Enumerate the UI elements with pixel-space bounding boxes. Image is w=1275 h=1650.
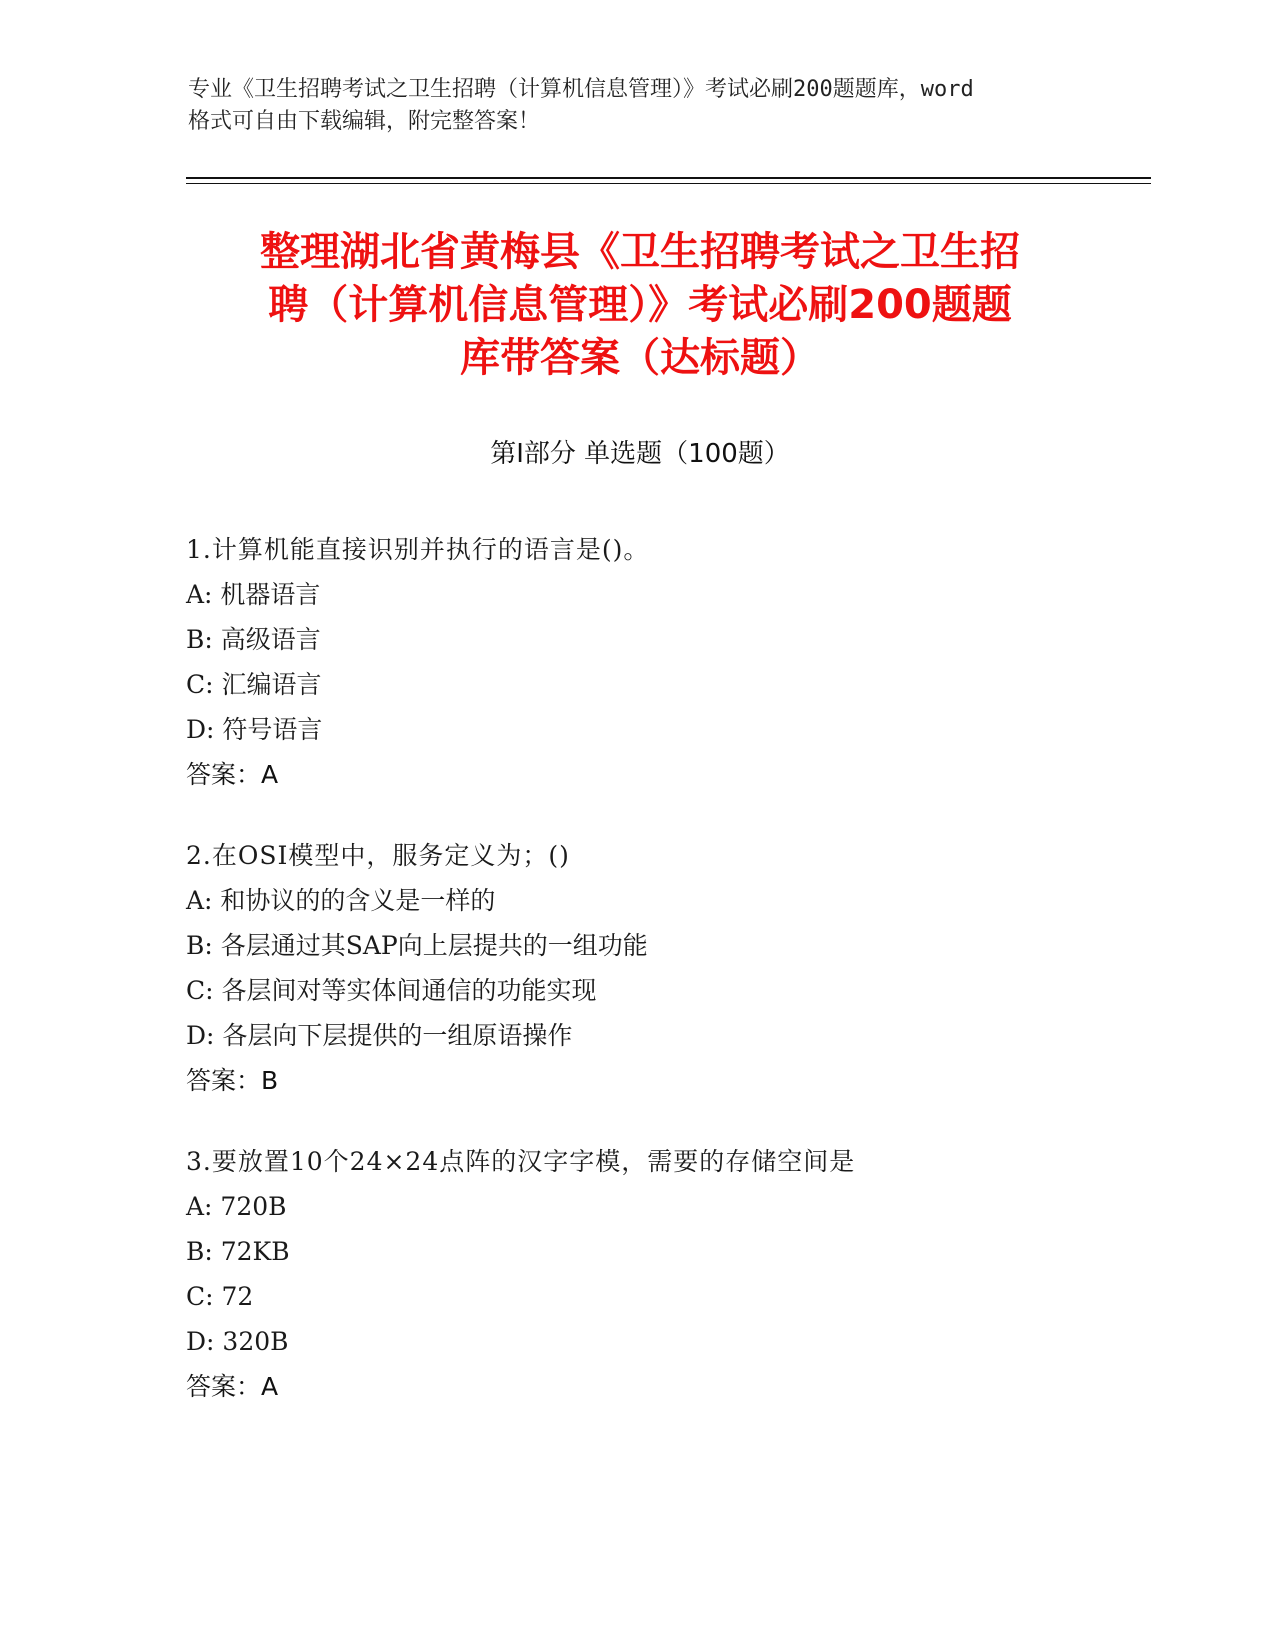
document-title: [180, 226, 1100, 385]
answer: 答案：B: [186, 1066, 279, 1095]
title-line-1: 整理湖北省黄梅县《卫生招聘考试之卫生招: [260, 229, 1020, 275]
header-rule-thick: [186, 177, 1151, 179]
option-a: A: 和协议的的含义是一样的: [186, 886, 496, 915]
option-c: C: 各层间对等实体间通信的功能实现: [186, 976, 597, 1005]
option-b: B: 高级语言: [186, 625, 321, 654]
question-list: [186, 527, 1146, 1445]
option-a: A: 机器语言: [186, 580, 321, 609]
question-stem: 2.在OSI模型中，服务定义为；(): [186, 841, 570, 870]
question-stem: 1.计算机能直接识别并执行的语言是()。: [186, 535, 650, 564]
option-c: C: 汇编语言: [186, 670, 322, 699]
header-rule-thin: [186, 183, 1151, 184]
document-header: [188, 74, 1088, 138]
question-stem: 3.要放置10个24×24点阵的汉字字模，需要的存储空间是: [186, 1147, 856, 1176]
question-2: [186, 833, 1146, 1103]
answer: 答案：A: [186, 1372, 279, 1401]
option-b: B: 72KB: [186, 1237, 290, 1266]
section-title: 第Ⅰ部分 单选题（100题）: [490, 439, 790, 469]
option-d: D: 320B: [186, 1327, 289, 1356]
question-3: [186, 1139, 1146, 1409]
option-d: D: 各层向下层提供的一组原语操作: [186, 1021, 573, 1050]
option-a: A: 720B: [186, 1192, 287, 1221]
header-line-1: 专业《卫生招聘考试之卫生招聘（计算机信息管理）》考试必刷200题题库，word: [188, 77, 974, 102]
title-line-2: 聘（计算机信息管理）》考试必刷200题题: [268, 282, 1012, 328]
title-line-3: 库带答案（达标题）: [460, 335, 820, 381]
header-line-2: 格式可自由下载编辑，附完整答案！: [188, 109, 541, 134]
answer: 答案：A: [186, 760, 279, 789]
option-b: B: 各层通过其SAP向上层提共的一组功能: [186, 931, 648, 960]
question-1: [186, 527, 1146, 797]
option-c: C: 72: [186, 1282, 254, 1311]
option-d: D: 符号语言: [186, 715, 323, 744]
